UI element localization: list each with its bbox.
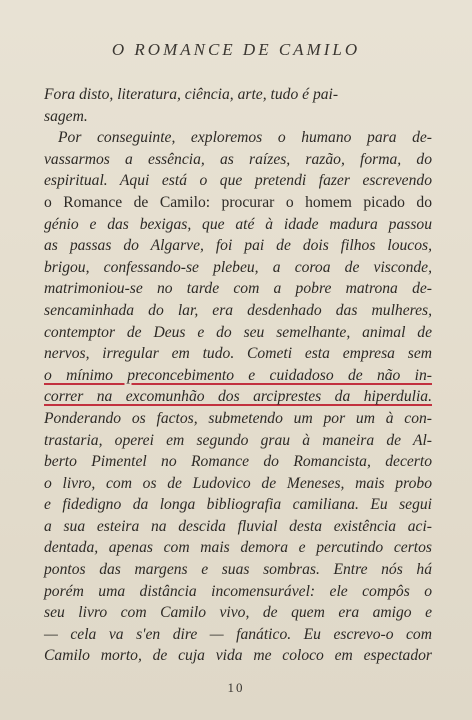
text-line: dentada, apenas com mais demora e percutindo certos [44, 539, 432, 557]
text-line: Camilo morto, de cuja vida me coloco em espectador [44, 647, 432, 665]
text-line: brigou, confessando-se plebeu, a coroa de visconde, [44, 258, 432, 276]
text-line: as passas do Algarve, foi pai de dois filhos loucos, [44, 237, 432, 255]
running-head: O ROMANCE DE CAMILO [111, 40, 361, 59]
text-line: sagem. [44, 107, 88, 125]
text-line: trastaria, operei em segundo grau à maneira de Al- [44, 431, 432, 449]
text-line: e fidedigno da longa bibliografia camiliana. Eu segui [44, 496, 432, 514]
text-line: a sua esteira na descida fluvial desta existência aci- [44, 517, 432, 535]
text-line: seu livro com Camilo vivo, de quem era amigo e [44, 604, 432, 622]
text-line: Ponderando os factos, submetendo um por um à con- [44, 409, 432, 427]
text-line: berto Pimentel no Romance do Romancista, decerto [44, 453, 432, 471]
text-line: matrimoniou-se no tarde com a pobre matrona de- [44, 280, 432, 298]
body-text [44, 84, 432, 667]
text-line: Fora disto, literatura, ciência, arte, tudo é pai- [44, 86, 339, 103]
text-line: espiritual. Aqui está o que pretendi fazer escrevendo [44, 172, 432, 190]
text-line: contemptor de Deus e do seu semelhante, animal de [44, 323, 432, 341]
text-line: sencaminhada do lar, era desdenhado das mulheres, [44, 301, 432, 319]
text-line: vassarmos a essência, as raízes, razão, forma, do [44, 150, 432, 168]
text-line: — cela va s'en dire — fanático. Eu escrevo-o com [44, 625, 432, 643]
text-line: porém uma distância incomensurável: ele compôs o [44, 582, 432, 600]
text-line: pontos das margens e suas sombras. Entre nós há [44, 561, 432, 579]
text-line-underlined: correr na excomunhão dos arciprestes da hiperdulia. [44, 388, 432, 406]
text-line: Por conseguinte, exploremos o humano para de- [58, 129, 432, 147]
text-line: génio e das bexigas, que até à idade madura passou [44, 215, 432, 233]
page-number: 10 [227, 680, 245, 695]
text-line: o Romance de Camilo: procurar o homem picado do [44, 193, 432, 211]
text-line: nervos, irregular em tudo. Cometi esta empresa sem [44, 345, 432, 363]
text-line-underlined: o mínimo preconcebimento e cuidadoso de não in- [44, 366, 432, 384]
text-line: o livro, com os de Ludovico de Meneses, mais probo [44, 474, 432, 492]
